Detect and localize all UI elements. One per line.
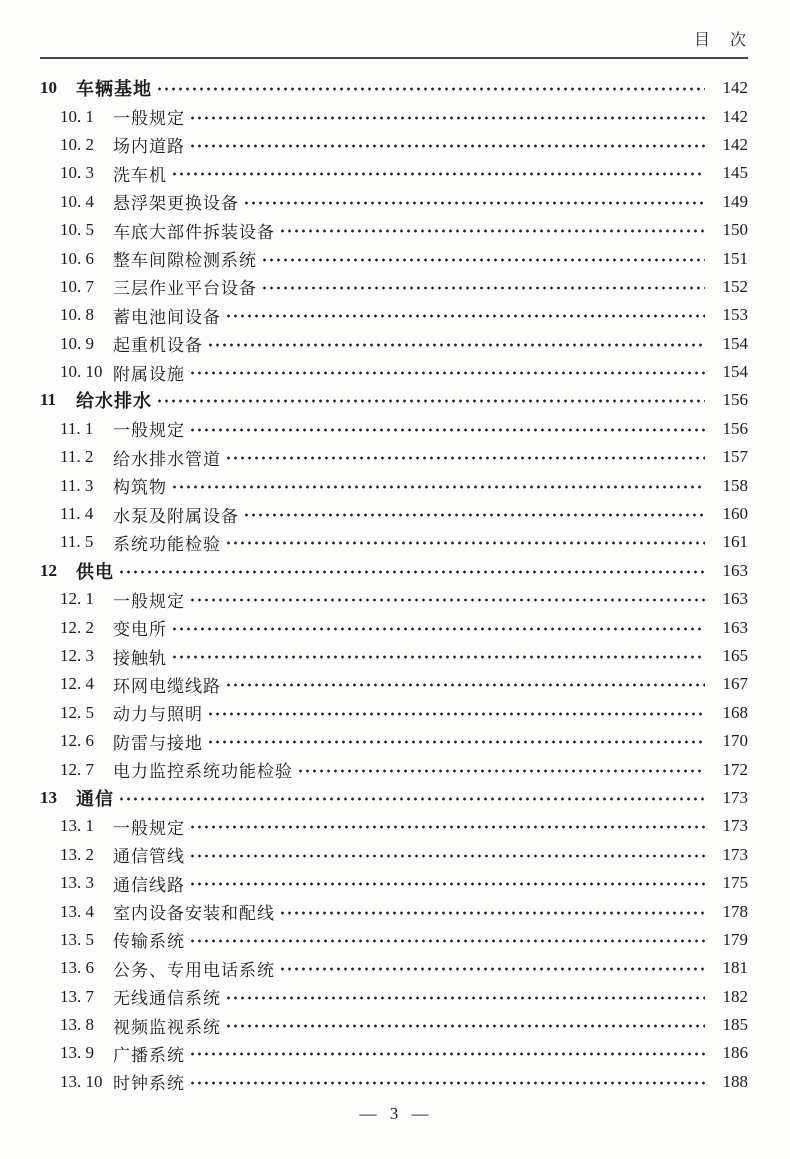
dot-leader bbox=[207, 735, 705, 749]
toc-entry-title: 供电 bbox=[76, 561, 114, 582]
toc-entry-title: 室内设备安装和配线 bbox=[113, 904, 275, 924]
toc-entry-page: 154 bbox=[722, 362, 748, 382]
dot-leader bbox=[171, 622, 705, 636]
dot-leader bbox=[189, 111, 705, 125]
toc-entry-title: 车辆基地 bbox=[76, 79, 152, 100]
toc-entry-number: 12. 6 bbox=[60, 731, 94, 751]
toc-entry-page: 173 bbox=[722, 844, 748, 864]
toc-entry-title: 电力监控系统功能检验 bbox=[113, 762, 293, 782]
toc-entry-title: 公务、专用电话系统 bbox=[113, 960, 275, 980]
toc-entry-number: 10. 5 bbox=[60, 220, 94, 240]
dot-leader bbox=[156, 82, 705, 96]
dot-leader bbox=[156, 394, 705, 408]
toc-row bbox=[40, 216, 748, 244]
toc-entry-title: 洗车机 bbox=[113, 165, 167, 185]
toc-entry-title: 一般规定 bbox=[113, 591, 185, 611]
toc-row bbox=[40, 642, 748, 670]
toc-entry-page: 185 bbox=[722, 1015, 748, 1035]
toc-entry-page: 163 bbox=[722, 589, 748, 609]
toc-entry-number: 11. 5 bbox=[60, 532, 94, 552]
toc-row bbox=[40, 244, 748, 272]
toc-entry-number: 10. 9 bbox=[60, 333, 94, 353]
toc-entry-title: 一般规定 bbox=[113, 109, 185, 129]
dot-leader bbox=[225, 536, 705, 550]
dot-leader bbox=[243, 508, 705, 522]
toc-entry-page: 157 bbox=[722, 447, 748, 467]
toc-entry-page: 160 bbox=[722, 504, 748, 524]
toc-entry-title: 传输系统 bbox=[113, 932, 185, 952]
toc-entry-number: 13. 5 bbox=[60, 929, 94, 949]
dot-leader bbox=[189, 139, 705, 153]
toc-entry-number: 12. 5 bbox=[60, 702, 94, 722]
dot-leader bbox=[243, 196, 705, 210]
toc-row bbox=[40, 755, 748, 783]
toc-entry-number: 13. 1 bbox=[60, 816, 94, 836]
toc-row bbox=[40, 699, 748, 727]
toc-row bbox=[40, 74, 748, 102]
toc-entry-number: 12. 4 bbox=[60, 674, 94, 694]
toc-entry-page: 188 bbox=[722, 1071, 748, 1091]
toc-row bbox=[40, 188, 748, 216]
toc-entry-title: 构筑物 bbox=[113, 478, 167, 498]
dot-leader bbox=[189, 1076, 705, 1090]
toc-entry-page: 156 bbox=[722, 418, 748, 438]
toc-entry-number: 10. 7 bbox=[60, 276, 94, 296]
toc-row bbox=[40, 926, 748, 954]
toc-entry-title: 环网电缆线路 bbox=[113, 676, 221, 696]
toc-entry-title: 车底大部件拆装设备 bbox=[113, 222, 275, 242]
toc-entry-title: 三层作业平台设备 bbox=[113, 279, 257, 299]
toc-row bbox=[40, 954, 748, 982]
dot-leader bbox=[207, 338, 705, 352]
toc-entry-number: 13. 3 bbox=[60, 873, 94, 893]
toc-entry-number: 10. 1 bbox=[60, 106, 94, 126]
toc-entry-number: 11. 4 bbox=[60, 504, 94, 524]
toc-entry-title: 通信线路 bbox=[113, 875, 185, 895]
dot-leader bbox=[189, 877, 705, 891]
dot-leader bbox=[279, 906, 705, 920]
toc-entry-page: 167 bbox=[722, 674, 748, 694]
dot-leader bbox=[118, 792, 705, 806]
dot-leader bbox=[189, 849, 705, 863]
dot-leader bbox=[261, 281, 705, 295]
toc-entry-page: 149 bbox=[722, 191, 748, 211]
toc-entry-number: 10. 8 bbox=[60, 305, 94, 325]
dot-leader bbox=[171, 650, 705, 664]
toc-entry-page: 178 bbox=[722, 901, 748, 921]
toc-row bbox=[40, 443, 748, 471]
dot-leader bbox=[207, 707, 705, 721]
toc-entry-page: 179 bbox=[722, 929, 748, 949]
toc-entry-number: 10. 6 bbox=[60, 248, 94, 268]
toc-entry-page: 163 bbox=[722, 560, 748, 580]
page-header bbox=[40, 24, 748, 50]
toc-row bbox=[40, 841, 748, 869]
toc-entry-title: 变电所 bbox=[113, 620, 167, 640]
toc-entry-page: 142 bbox=[722, 106, 748, 126]
toc-entry-page: 152 bbox=[722, 276, 748, 296]
toc-entry-page: 165 bbox=[722, 646, 748, 665]
toc-entry-page: 153 bbox=[722, 305, 748, 325]
toc-entry-number: 12. 1 bbox=[60, 589, 94, 609]
toc-entry-number: 13. 7 bbox=[60, 986, 94, 1006]
toc-entry-page: 182 bbox=[722, 986, 748, 1006]
dot-leader bbox=[225, 1019, 705, 1033]
dot-leader bbox=[189, 934, 705, 948]
toc-entry-title: 时钟系统 bbox=[113, 1074, 185, 1094]
toc-entry-title: 附属设施 bbox=[113, 364, 185, 384]
toc-entry-title: 给水排水 bbox=[76, 391, 152, 412]
toc-entry-number: 10. 2 bbox=[60, 134, 94, 154]
toc-entry-page: 168 bbox=[722, 702, 748, 722]
toc-list bbox=[40, 74, 748, 1096]
toc-entry-title: 无线通信系统 bbox=[113, 989, 221, 1009]
toc-entry-title: 通信管线 bbox=[113, 847, 185, 867]
toc-row bbox=[40, 159, 748, 187]
toc-entry-page: 173 bbox=[722, 787, 748, 807]
dot-leader bbox=[225, 678, 705, 692]
toc-row bbox=[40, 812, 748, 840]
toc-row bbox=[40, 869, 748, 897]
dot-leader bbox=[171, 480, 705, 494]
toc-entry-title: 起重机设备 bbox=[113, 336, 203, 356]
toc-entry-number: 11. 2 bbox=[60, 447, 94, 467]
toc-row bbox=[40, 1011, 748, 1039]
toc-row bbox=[40, 613, 748, 641]
toc-entry-title: 悬浮架更换设备 bbox=[113, 194, 239, 214]
toc-row bbox=[40, 528, 748, 556]
toc-row bbox=[40, 727, 748, 755]
toc-entry-number: 12. 3 bbox=[60, 646, 94, 665]
toc-entry-number: 12. 2 bbox=[60, 617, 94, 637]
toc-entry-number: 11. 1 bbox=[60, 418, 94, 438]
dot-leader bbox=[297, 764, 705, 778]
toc-row bbox=[40, 585, 748, 613]
dot-leader bbox=[118, 565, 705, 579]
toc-entry-page: 150 bbox=[722, 220, 748, 240]
toc-entry-title: 广播系统 bbox=[113, 1045, 185, 1065]
toc-entry-page: 142 bbox=[722, 134, 748, 154]
toc-row bbox=[40, 273, 748, 301]
toc-entry-number: 13 bbox=[40, 787, 57, 807]
dot-leader bbox=[189, 366, 705, 380]
toc-row bbox=[40, 983, 748, 1011]
toc-row bbox=[40, 415, 748, 443]
toc-entry-page: 170 bbox=[722, 731, 748, 751]
toc-entry-page: 142 bbox=[722, 78, 748, 98]
toc-row bbox=[40, 386, 748, 414]
toc-row bbox=[40, 557, 748, 585]
toc-entry-title: 系统功能检验 bbox=[113, 534, 221, 554]
toc-entry-title: 视频监视系统 bbox=[113, 1017, 221, 1037]
toc-row bbox=[40, 131, 748, 159]
toc-entry-number: 12. 7 bbox=[60, 759, 94, 779]
toc-entry-page: 158 bbox=[722, 475, 748, 495]
dot-leader bbox=[171, 167, 705, 181]
toc-row bbox=[40, 897, 748, 925]
toc-entry-page: 145 bbox=[722, 163, 748, 183]
dot-leader bbox=[279, 962, 705, 976]
toc-entry-page: 181 bbox=[722, 958, 748, 978]
toc-entry-title: 整车间隙检测系统 bbox=[113, 251, 257, 271]
dot-leader bbox=[189, 593, 705, 607]
toc-row bbox=[40, 358, 748, 386]
toc-entry-page: 151 bbox=[722, 248, 748, 268]
toc-row bbox=[40, 670, 748, 698]
toc-entry-number: 13. 10 bbox=[60, 1071, 103, 1091]
toc-entry-title: 一般规定 bbox=[113, 421, 185, 441]
toc-entry-page: 161 bbox=[722, 532, 748, 552]
dot-leader bbox=[225, 451, 705, 465]
toc-entry-page: 186 bbox=[722, 1043, 748, 1063]
toc-entry-number: 11. 3 bbox=[60, 475, 94, 495]
toc-entry-title: 一般规定 bbox=[113, 818, 185, 838]
dot-leader bbox=[225, 309, 705, 323]
header-divider bbox=[40, 57, 748, 59]
toc-entry-title: 接触轨 bbox=[113, 648, 167, 668]
dot-leader bbox=[225, 991, 705, 1005]
toc-row bbox=[40, 1068, 748, 1096]
page-number-footer: — 3 — bbox=[359, 1104, 429, 1124]
toc-entry-number: 12 bbox=[40, 560, 57, 580]
toc-entry-number: 13. 9 bbox=[60, 1043, 94, 1063]
toc-row bbox=[40, 500, 748, 528]
toc-row bbox=[40, 1039, 748, 1067]
toc-entry-number: 13. 2 bbox=[60, 844, 94, 864]
toc-entry-page: 156 bbox=[722, 390, 748, 410]
toc-entry-page: 163 bbox=[722, 617, 748, 637]
toc-entry-number: 10. 4 bbox=[60, 191, 94, 211]
toc-entry-number: 13. 8 bbox=[60, 1015, 94, 1035]
toc-entry-title: 给水排水管道 bbox=[113, 449, 221, 469]
toc-entry-title: 水泵及附属设备 bbox=[113, 506, 239, 526]
toc-entry-title: 场内道路 bbox=[113, 137, 185, 157]
toc-entry-page: 175 bbox=[722, 873, 748, 893]
header-title: 目 次 bbox=[693, 32, 748, 49]
dot-leader bbox=[189, 820, 705, 834]
toc-row bbox=[40, 330, 748, 358]
dot-leader bbox=[189, 423, 705, 437]
toc-entry-number: 13. 4 bbox=[60, 901, 94, 921]
toc-entry-title: 通信 bbox=[76, 788, 114, 809]
toc-row bbox=[40, 102, 748, 130]
toc-entry-title: 动力与照明 bbox=[113, 705, 203, 725]
toc-entry-number: 10. 3 bbox=[60, 163, 94, 183]
toc-entry-page: 172 bbox=[722, 759, 748, 779]
toc-row bbox=[40, 784, 748, 812]
toc-entry-number: 11 bbox=[40, 390, 57, 410]
toc-row bbox=[40, 301, 748, 329]
toc-entry-page: 173 bbox=[722, 816, 748, 836]
dot-leader bbox=[189, 1047, 705, 1061]
toc-row bbox=[40, 471, 748, 499]
toc-entry-page: 154 bbox=[722, 333, 748, 353]
dot-leader bbox=[261, 253, 705, 267]
toc-entry-number: 13. 6 bbox=[60, 958, 94, 978]
toc-entry-title: 蓄电池间设备 bbox=[113, 307, 221, 327]
dot-leader bbox=[279, 224, 705, 238]
toc-entry-title: 防雷与接地 bbox=[113, 733, 203, 753]
toc-entry-number: 10 bbox=[40, 78, 57, 98]
toc-entry-number: 10. 10 bbox=[60, 362, 103, 382]
